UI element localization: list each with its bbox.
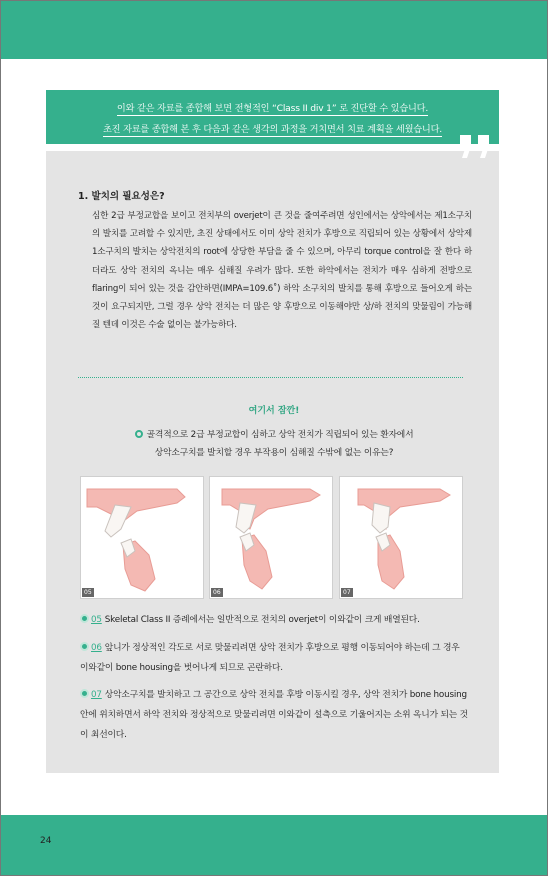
tooth-diagram-07 <box>340 477 464 600</box>
aside-title: 여기서 잠깐! <box>248 406 300 416</box>
summary-box <box>46 90 499 144</box>
caption-ref-05: 05 <box>91 615 102 625</box>
closing-quote-icon <box>458 131 498 161</box>
caption-ref-06: 06 <box>91 643 102 653</box>
section-heading: 1. 발치의 필요성은? <box>78 191 165 202</box>
dotted-divider <box>78 377 463 378</box>
figure-number-07: 07 <box>343 589 351 596</box>
dot-bullet-icon <box>80 614 89 623</box>
figure-05 <box>80 476 204 599</box>
tooth-diagram-05 <box>81 477 205 600</box>
caption-ref-07: 07 <box>91 690 102 700</box>
dot-bullet-icon <box>80 642 89 651</box>
question-line-2: 상악소구치를 발치할 경우 부작용이 심해질 수밖에 없는 이유는? <box>154 448 394 458</box>
caption-05: 05 Skeletal Class II 증례에서는 일반적으로 전치의 overjet이 이와같이 크게 배열된다. <box>80 610 470 630</box>
figure-number-06: 06 <box>213 589 221 596</box>
summary-line-2: 초진 자료를 종합해 본 후 다음과 같은 생각의 과정을 거치면서 치료 계획을 세웠습니다. <box>103 124 442 135</box>
dot-bullet-icon <box>80 689 89 698</box>
question-line-1: 골격적으로 2급 부정교합이 심하고 상악 전치가 직립되어 있는 환자에서 <box>0 427 548 440</box>
body-paragraph: 심한 2급 부정교합을 보이고 전치부의 overjet이 큰 것을 줄여주려면 성인에서는 상악에서는 제1소구치의 발치를 고려할 수 있지만, 초진 상태에서도 이미 상악 전치가 후방으로 직립되어 있는 상황에서 상악제1소구치의 발치는 상악전치의 root에 상당한 부담을 줄 수 있으며, 아무리 torque control을 잘 한다 하더라도 상악 전치의 옥니는 매우 심해질 우려가 많다. 또한 하악에서는 전치가 매우 심하게 전방으로 flaring이 되어 있는 것을 감안하면(IMPA=109.6˚) 하악 소구치의 발치를 통해 후방으로 들어오게 하는 것이 요구되지만, 그럴 경우 상악 전치는 더 많은 양 후방으로 이동해야만 상/하 전치의 맞물림이 가능해질 텐데 이것은 수술 없이는 불가능하다. <box>92 211 472 331</box>
figure-06 <box>209 476 333 599</box>
top-header-band <box>1 1 547 59</box>
figure-number-05: 05 <box>84 589 92 596</box>
caption-07: 07 상악소구치를 발치하고 그 공간으로 상악 전치를 후방 이동시킬 경우, 상악 전치가 bone housing 안에 위치하면서 하악 전치와 정상적으로 맞물리려면 이와같이 설측으로 기울어지는 소위 옥니가 되는 것이 최선이다. <box>80 690 468 740</box>
figure-07 <box>339 476 463 599</box>
summary-line-1: 이와 같은 자료를 종합해 보면 전형적인 “Class II div 1” 로 진단할 수 있습니다. <box>116 103 429 114</box>
bottom-footer-band <box>1 815 547 875</box>
page-number: 24 <box>40 836 52 846</box>
caption-06: 06 앞니가 정상적인 각도로 서로 맞물리려면 상악 전치가 후방으로 평행 이동되어야 하는데 그 경우 이와같이 bone housing을 벗어나게 되므로 곤란하다. <box>80 643 460 673</box>
ring-bullet-icon <box>135 430 143 438</box>
tooth-diagram-06 <box>210 477 334 600</box>
